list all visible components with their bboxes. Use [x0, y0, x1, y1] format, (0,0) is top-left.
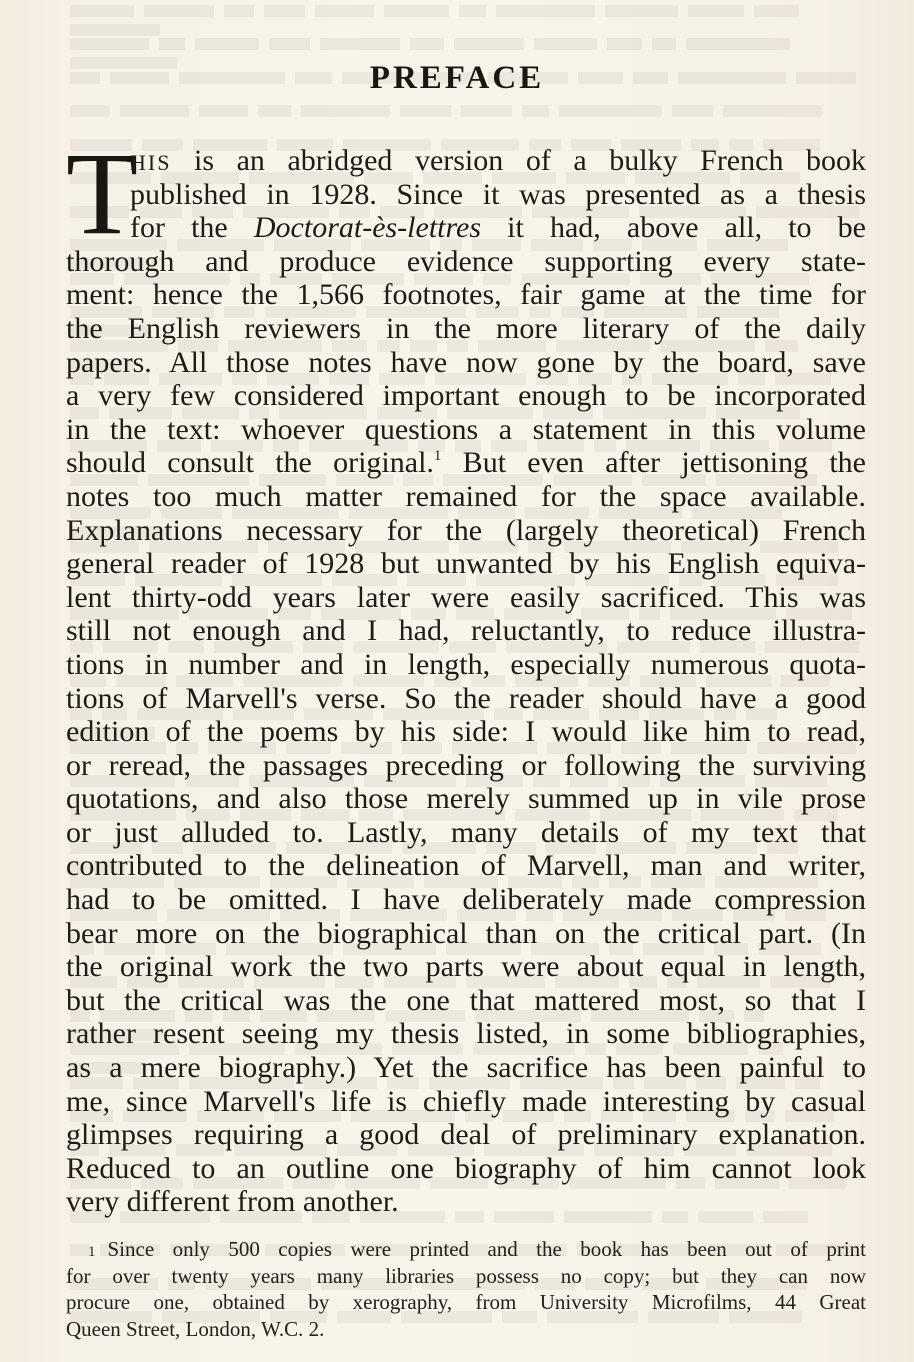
show-through-word — [70, 24, 160, 36]
show-through-word — [652, 38, 676, 50]
text-line: or reread, the passages preceding or following the surviving — [66, 748, 866, 782]
footnote-reference: 1 — [433, 448, 442, 465]
show-through-word — [384, 5, 449, 17]
footnote-line: for over twenty years many libraries possess no copy; but they can now — [66, 1263, 866, 1288]
show-through-word — [559, 105, 662, 117]
text-line: or just alluded to. Lastly, many details of my text that — [66, 815, 866, 849]
show-through-word — [410, 38, 444, 50]
italic-phrase: Doctorat-ès-lettres — [253, 211, 482, 245]
show-through-row — [70, 101, 870, 135]
show-through-word — [607, 38, 642, 50]
text-line: edition of the poems by his side: I would like him to read, — [66, 715, 866, 749]
text-line: the original work the two parts were about equal in length, — [66, 950, 866, 984]
show-through-word — [723, 105, 822, 117]
show-through-word — [522, 105, 549, 117]
show-through-word — [199, 105, 248, 117]
show-through-word — [605, 5, 678, 17]
text-line: papers. All those notes have now gone by the board, save — [66, 345, 866, 379]
text-line: Explanations necessary for the (largely theoretical) French — [66, 513, 866, 547]
text-line — [66, 144, 866, 178]
text-line: the English reviewers in the more literary of the daily — [66, 311, 866, 345]
text-line: thorough and produce evidence supporting every state- — [66, 244, 866, 278]
show-through-word — [269, 38, 310, 50]
text-line: notes too much matter remained for the space available. — [66, 479, 866, 513]
show-through-row — [70, 0, 870, 34]
preface-paragraph — [66, 128, 866, 1219]
footnote — [66, 1236, 866, 1342]
text-line: me, since Marvell's life is chiefly made interesting by casual — [66, 1084, 866, 1118]
text-line: Reduced to an outline one biography of him cannot look — [66, 1151, 866, 1185]
drop-cap: T — [66, 128, 139, 259]
text-line: quotations, and also those merely summed up in vile prose — [66, 782, 866, 816]
text-segment: But even after jettisoning the — [441, 446, 866, 480]
text-segment: Since only 500 copies were printed and the book has been out of print — [107, 1237, 866, 1261]
show-through-word — [754, 5, 799, 17]
text-line: tions of Marvell's verse. So the reader should have a good — [66, 681, 866, 715]
show-through-word — [144, 5, 214, 17]
page-title: PREFACE — [369, 60, 545, 96]
footnote-line — [66, 1236, 866, 1263]
text-line: contributed to the delineation of Marvell, man and writer, — [66, 849, 866, 883]
text-line: glimpses requiring a good deal of preliminary explanation. — [66, 1118, 866, 1152]
show-through-word — [672, 105, 713, 117]
show-through-word — [301, 105, 390, 117]
show-through-word — [688, 5, 744, 17]
show-through-word — [120, 105, 189, 117]
text-line: as a mere biography.) Yet the sacrifice has been painful to — [66, 1051, 866, 1085]
text-segment: it had, above all, to be — [481, 211, 866, 245]
text-segment: is an abridged version of a bulky French book — [171, 144, 866, 177]
show-through-word — [70, 105, 110, 117]
text-line: in the text: whoever questions a statement in this volume — [66, 412, 866, 446]
show-through-word — [264, 5, 305, 17]
show-through-word — [224, 5, 254, 17]
text-line: tions in number and in length, especially numerous quota- — [66, 647, 866, 681]
show-through-word — [159, 38, 185, 50]
show-through-word — [400, 105, 451, 117]
show-through-word — [320, 38, 400, 50]
show-through-word — [70, 38, 149, 50]
show-through-word — [496, 5, 595, 17]
text-line: general reader of 1928 but unwanted by his English equiva- — [66, 547, 866, 581]
text-line — [66, 446, 866, 480]
footnote-marker: 1 — [88, 1244, 96, 1260]
show-through-word — [534, 38, 597, 50]
text-line: published in 1928. Since it was presented as a thesis — [130, 177, 866, 211]
text-line: rather resent seeing my thesis listed, in some bibliographies, — [66, 1017, 866, 1051]
text-line: a very few considered important enough to be incorporated — [66, 379, 866, 413]
show-through-word — [459, 5, 486, 17]
text-line: but the critical was the one that mattered most, so that I — [66, 983, 866, 1017]
text-line: very different from another. — [66, 1185, 399, 1219]
show-through-word — [70, 5, 134, 17]
show-through-word — [461, 105, 512, 117]
footnote-line: Queen Street, London, W.C. 2. — [66, 1316, 325, 1341]
lead-small-caps: HIS — [130, 150, 172, 175]
text-line: ment: hence the 1,566 footnotes, fair game at the time for — [66, 278, 866, 312]
text-line: lent thirty-odd years later were easily sacrificed. This was — [66, 580, 866, 614]
show-through-word — [686, 38, 790, 50]
show-through-word — [454, 38, 524, 50]
text-line: had to be omitted. I have deliberately made compression — [66, 883, 866, 917]
show-through-word — [315, 5, 374, 17]
text-segment: for the — [130, 211, 254, 245]
text-line: still not enough and I had, reluctantly, to reduce illustra- — [66, 614, 866, 648]
show-through-word — [258, 105, 291, 117]
footnote-line: procure one, obtained by xerography, from University Microfilms, 44 Great — [66, 1290, 866, 1314]
show-through-word — [195, 38, 259, 50]
text-line: bear more on the biographical than on the critical part. (In — [66, 916, 866, 950]
text-line — [66, 211, 866, 245]
text-segment: should consult the original. — [66, 446, 434, 480]
